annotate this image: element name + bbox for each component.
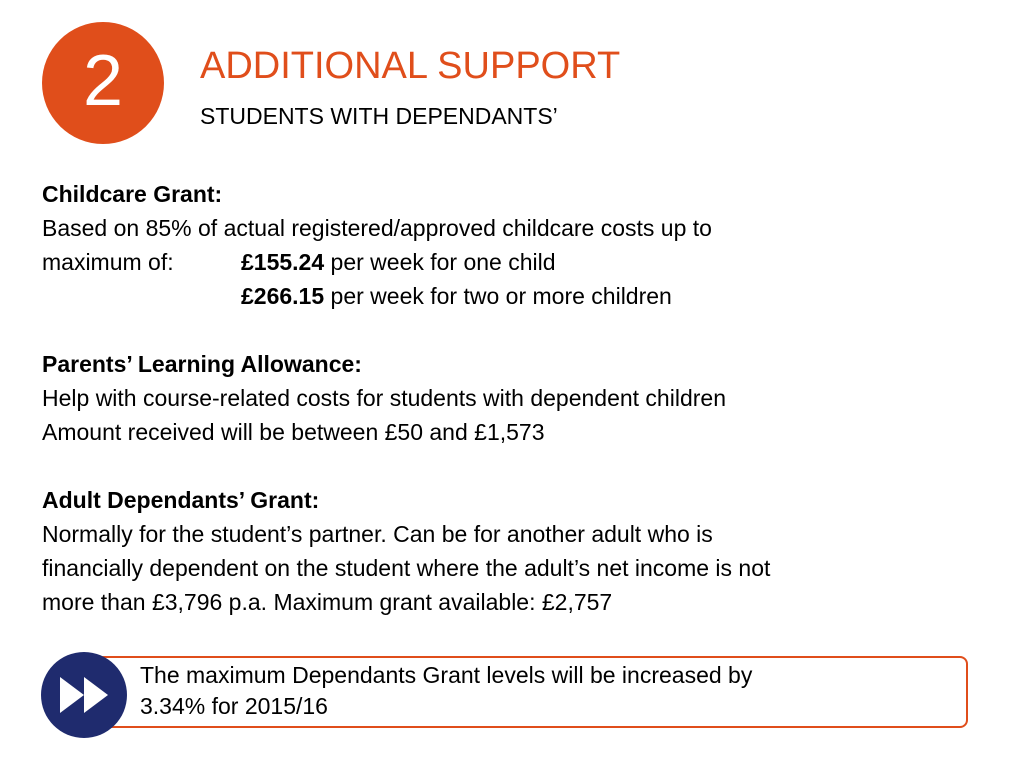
next-button[interactable]	[41, 652, 127, 738]
section-number: 2	[82, 41, 124, 121]
childcare-amount-one-child-text: per week for one child	[324, 249, 556, 275]
adult-dependants-heading: Adult Dependants’ Grant:	[42, 487, 320, 513]
childcare-amount-one-child: £155.24	[241, 249, 325, 275]
adult-dependants-line-2: financially dependent on the student where the adult’s net income is not	[42, 555, 771, 581]
adult-dependants-line-3: more than £3,796 p.a. Maximum grant available: £2,757	[42, 589, 613, 615]
adult-dependants-line-1: Normally for the student’s partner. Can be for another adult who is	[42, 521, 713, 547]
section-number-badge	[42, 22, 164, 144]
fast-forward-icon	[56, 673, 112, 717]
note-line-2: 3.34% for 2015/16	[140, 693, 328, 719]
parents-allowance-heading: Parents’ Learning Allowance:	[42, 351, 362, 377]
childcare-amount-two-children-text: per week for two or more children	[324, 283, 672, 309]
page-subtitle: STUDENTS WITH DEPENDANTS’	[200, 103, 558, 129]
parents-allowance-line-2: Amount received will be between £50 and £1,573	[42, 419, 545, 445]
childcare-description: Based on 85% of actual registered/approved childcare costs up to	[42, 215, 712, 241]
childcare-amount-row-1	[42, 245, 1002, 279]
parents-allowance-line-1: Help with course-related costs for students with dependent children	[42, 385, 726, 411]
childcare-amount-lead: maximum of:	[42, 249, 174, 275]
childcare-amount-two-children: £266.15	[241, 283, 325, 309]
childcare-amount-row-2	[42, 279, 1002, 313]
note-line-1: The maximum Dependants Grant levels will be increased by	[140, 662, 753, 688]
page-title: ADDITIONAL SUPPORT	[200, 45, 621, 87]
note-text	[140, 660, 960, 722]
childcare-heading: Childcare Grant:	[42, 181, 223, 207]
content-body	[42, 177, 1002, 619]
